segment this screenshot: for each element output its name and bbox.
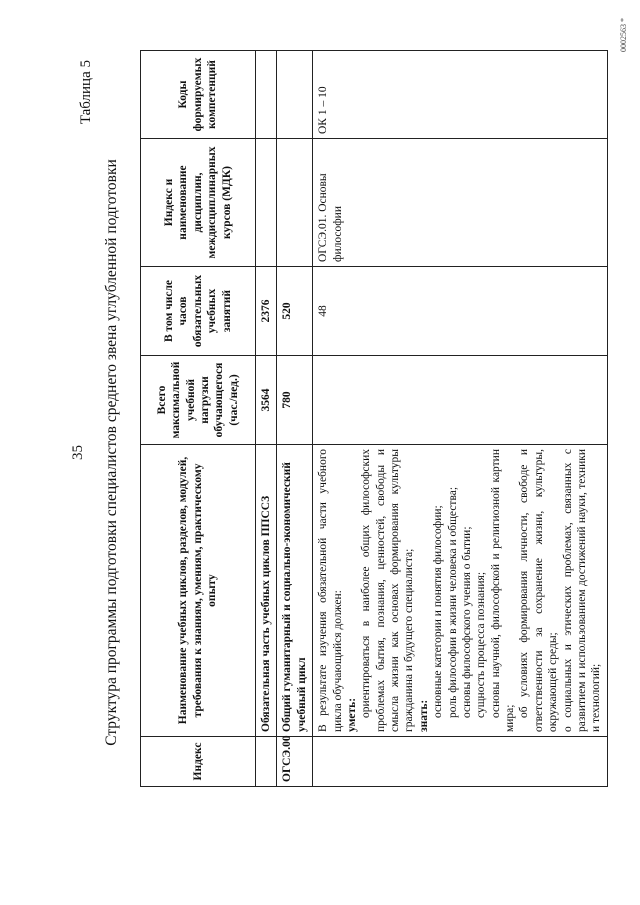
cell-discipline	[277, 139, 313, 267]
cell-name: Обязательная часть учебных циклов ППССЗ	[256, 445, 277, 737]
cell-index	[256, 737, 277, 787]
cell-max-load: 780	[277, 356, 313, 445]
know-item: основы научной, философской и религиозной картин мира;	[489, 449, 516, 732]
header-competency-codes: Коды формируемых компетенций	[141, 51, 256, 139]
cell-codes: ОК 1 – 10	[313, 51, 608, 139]
cell-index: ОГСЭ.00	[277, 737, 313, 787]
can-text: ориентироваться в наиболее общих философских проблемах бытия, познания, ценностей, свободы и смысла жизни как основах формирования культуры гражданина и будущего специалиста;	[360, 449, 416, 732]
know-item: основные категории и понятия философии;	[432, 505, 445, 718]
curriculum-structure-table	[140, 50, 608, 787]
cell-discipline	[256, 139, 277, 267]
know-label: знать:	[417, 699, 430, 732]
cell-codes	[256, 51, 277, 139]
cell-discipline: ОГСЭ.01. Основы философии	[313, 139, 608, 267]
header-required-hours: В том числе часов обязательных учебных занятий	[141, 267, 256, 356]
know-item: роль философии в жизни человека и общества;	[446, 486, 459, 718]
header-max-load: Всего максимальной учебной нагрузки обучающегося (час./нед.)	[141, 356, 256, 445]
know-item: сущность процесса познания;	[475, 571, 488, 718]
table-row-total	[256, 51, 277, 787]
table-label: Таблица 5	[78, 60, 94, 125]
cell-requirements	[313, 445, 608, 737]
page-number: 35	[70, 445, 86, 460]
table-header-row	[141, 51, 256, 787]
requirements-intro: В результате изучения обязательной части учебного цикла обучающийся должен:	[317, 449, 344, 732]
can-label: уметь:	[345, 697, 358, 732]
table-caption: Структура программы подготовки специалистов среднего звена углубленной подготовки	[103, 159, 120, 746]
cell-index	[313, 737, 608, 787]
know-item: о социальных и этических проблемах, связанных с развитием и использованием достижений науки, техники и технологий;	[561, 449, 603, 732]
cell-max-load: 3564	[256, 356, 277, 445]
header-name: Наименование учебных циклов, разделов, модулей, требования к знаниям, умениям, практическому опыту	[141, 445, 256, 737]
table-row-cycle	[277, 51, 313, 787]
know-item: об условиях формирования личности, свободе и ответственности за сохранение жизни, культуры, окружающей среды;	[518, 449, 560, 732]
table-row-philosophy	[313, 51, 608, 787]
know-item: основы философского учения о бытии;	[460, 526, 473, 718]
cell-name: Общий гуманитарный и социально-экономический учебный цикл	[277, 445, 313, 737]
cell-required: 2376	[256, 267, 277, 356]
cell-codes	[277, 51, 313, 139]
cell-required: 520	[277, 267, 313, 356]
header-index: Индекс	[141, 737, 256, 787]
header-discipline: Индекс и наименование дисциплин, междисциплинарных курсов (МДК)	[141, 139, 256, 267]
cell-required: 48	[313, 267, 608, 356]
footer-mark: 0002563 *	[619, 18, 628, 52]
know-list	[431, 449, 604, 732]
cell-max-load	[313, 356, 608, 445]
